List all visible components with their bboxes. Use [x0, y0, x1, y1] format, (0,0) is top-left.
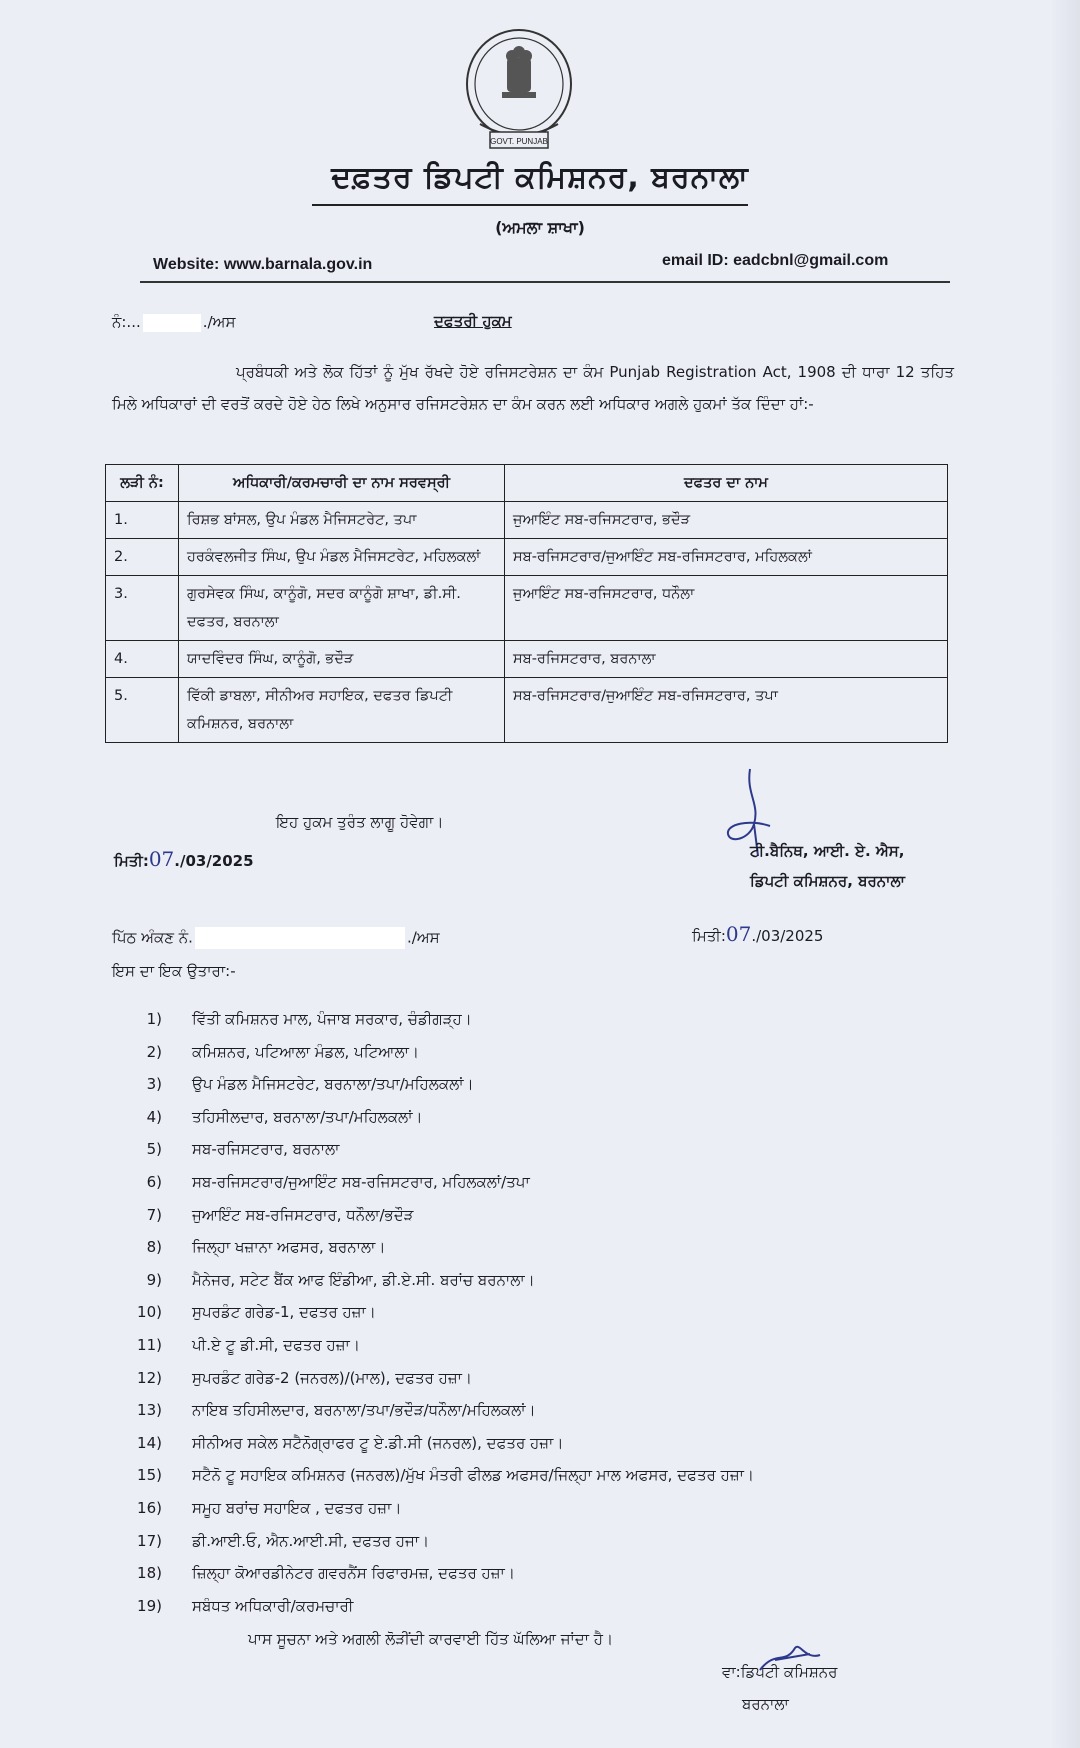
- list-item-number: 15): [137, 1466, 162, 1485]
- row-office: ਸਬ-ਰਜਿਸਟਰਾਰ, ਬਰਨਾਲਾ: [505, 641, 948, 678]
- signatory-designation: ਡਿਪਟੀ ਕਮਿਸ਼ਨਰ, ਬਰਨਾਲਾ: [750, 872, 905, 890]
- table-row: [106, 576, 948, 641]
- list-item: [0, 1499, 1080, 1529]
- list-item-text: ਸਬ-ਰਜਿਸਟਰਾਰ/ਜੁਆਇੰਟ ਸਬ-ਰਜਿਸਟਰਾਰ, ਮਹਿਲਕਲਾਂ/ਤਪਾ: [192, 1173, 530, 1191]
- list-item-number: 2): [146, 1042, 162, 1061]
- website-text: Website: www.barnala.gov.in: [153, 256, 373, 273]
- endorsement-date: [692, 922, 823, 946]
- row-official: ਰਿਸ਼ਭ ਬਾਂਸਲ, ਉਪ ਮੰਡਲ ਮੈਜਿਸਟਰੇਟ, ਤਪਾ: [179, 502, 505, 539]
- list-item-text: ਤਹਿਸੀਲਦਾਰ, ਬਰਨਾਲਾ/ਤਪਾ/ਮਹਿਲਕਲਾਂ।: [192, 1107, 423, 1126]
- row-office: ਸਬ-ਰਜਿਸਟਰਾਰ/ਜੁਆਇੰਟ ਸਬ-ਰਜਿਸਟਰਾਰ, ਤਪਾ: [505, 678, 948, 743]
- email-text: email ID: eadcbnl@gmail.com: [662, 252, 889, 269]
- date-rest: ./03/2025: [751, 927, 824, 945]
- list-item-number: 17): [137, 1531, 162, 1550]
- list-item-text: ਵਿੱਤੀ ਕਮਿਸ਼ਨਰ ਮਾਲ, ਪੰਜਾਬ ਸਰਕਾਰ, ਚੰਡੀਗੜ੍ਹ।: [192, 1010, 472, 1028]
- list-item: [0, 1075, 1080, 1105]
- endorsement-prefix: ਪਿੱਠ ਅੰਕਣ ਨੰ.: [112, 928, 193, 947]
- list-item: [0, 1564, 1080, 1594]
- list-item-number: 5): [146, 1140, 162, 1159]
- date-day-handwritten: 07: [148, 847, 175, 871]
- list-item-number: 14): [137, 1433, 162, 1452]
- list-item: [0, 1206, 1080, 1236]
- list-item-number: 4): [146, 1107, 162, 1126]
- punjab-govt-emblem: [460, 28, 578, 156]
- row-official: ਵਿੱਕੀ ਡਾਬਲਾ, ਸੀਨੀਅਰ ਸਹਾਇਕ, ਦਫਤਰ ਡਿਪਟੀ ਕਮਿਸ਼ਨਰ, ਬਰਨਾਲਾ: [179, 678, 505, 743]
- order-number-prefix: ਨੰ:...: [112, 313, 141, 331]
- list-item: [0, 1434, 1080, 1464]
- list-item: [0, 1043, 1080, 1073]
- list-item-text: ਨਾਇਬ ਤਹਿਸੀਲਦਾਰ, ਬਰਨਾਲਾ/ਤਪਾ/ਭਦੌੜ/ਧਨੌਲਾ/ਮਹਿਲਕਲਾਂ।: [192, 1401, 536, 1420]
- officials-table: [105, 464, 948, 743]
- office-title: ਦਫ਼ਤਰ ਡਿਪਟੀ ਕਮਿਸ਼ਨਰ, ਬਰਨਾਲਾ: [331, 160, 749, 195]
- list-item-text: ਪੀ.ਏ ਟੂ ਡੀ.ਸੀ, ਦਫਤਰ ਹਜ਼ਾ।: [192, 1336, 360, 1354]
- endorsement-number: [112, 927, 440, 949]
- header-divider: [140, 281, 950, 283]
- row-serial: 5.: [106, 678, 179, 743]
- list-item-text: ਸੀਨੀਅਰ ਸਕੇਲ ਸਟੈਨੋਗ੍ਰਾਫਰ ਟੂ ਏ.ਡੀ.ਸੀ (ਜਨਰਲ), ਦਫਤਰ ਹਜ਼ਾ।: [192, 1433, 564, 1452]
- table-row: [106, 502, 948, 539]
- list-item-number: 3): [146, 1075, 162, 1094]
- date-label: ਮਿਤੀ:: [114, 852, 149, 870]
- list-item-number: 11): [137, 1336, 162, 1354]
- list-item-number: 10): [137, 1303, 162, 1322]
- date-day-handwritten: 07: [725, 922, 752, 946]
- date-rest: ./03/2025: [174, 852, 254, 870]
- list-item-text: ਸੁਪਰਡੰਟ ਗਰੇਡ-1, ਦਫਤਰ ਹਜ਼ਾ।: [192, 1303, 376, 1322]
- list-item: [0, 1401, 1080, 1431]
- footer-place: ਬਰਨਾਲਾ: [742, 1695, 789, 1713]
- list-item-text: ਜੁਆਇੰਟ ਸਬ-ਰਜਿਸਟਰਾਰ, ਧਨੌਲਾ/ਭਦੌੜ: [192, 1205, 414, 1224]
- emblem-label: GOVT. PUNJAB: [490, 137, 548, 146]
- list-item-number: 6): [146, 1173, 162, 1191]
- list-item-text: ਸੁਪਰਡੰਟ ਗਰੇਡ-2 (ਜਨਰਲ)/(ਮਾਲ), ਦਫਤਰ ਹਜ਼ਾ।: [192, 1368, 473, 1387]
- table-header-row: [106, 465, 948, 502]
- header-office-name: ਦਫਤਰ ਦਾ ਨਾਮ: [505, 465, 948, 502]
- list-item-text: ਡੀ.ਆਈ.ਓ, ਐਨ.ਆਈ.ਸੀ, ਦਫਤਰ ਹਜਾ।: [192, 1531, 430, 1550]
- list-item: [0, 1532, 1080, 1562]
- row-office: ਸਬ-ਰਜਿਸਟਰਾਰ/ਜੁਆਇੰਟ ਸਬ-ਰਜਿਸਟਰਾਰ, ਮਹਿਲਕਲਾਂ: [505, 539, 948, 576]
- list-item: [0, 1108, 1080, 1138]
- copy-header: ਇਸ ਦਾ ਇਕ ਉਤਾਰਾ:-: [112, 962, 236, 980]
- row-official: ਗੁਰਸੇਵਕ ਸਿੰਘ, ਕਾਨੂੰਗੋ, ਸਦਰ ਕਾਨੂੰਗੋ ਸ਼ਾਖਾ, ਡੀ.ਸੀ. ਦਫਤਰ, ਬਰਨਾਲਾ: [179, 576, 505, 641]
- title-underline: [312, 204, 748, 206]
- row-official: ਹਰਕੰਵਲਜੀਤ ਸਿੰਘ, ਉਪ ਮੰਡਲ ਮੈਜਿਸਟਰੇਟ, ਮਹਿਲਕਲਾਂ: [179, 539, 505, 576]
- list-item: [0, 1597, 1080, 1627]
- list-item: [0, 1173, 1080, 1203]
- list-item-number: 12): [137, 1368, 162, 1387]
- order-number-suffix: ./ਅਸ: [202, 313, 236, 331]
- list-item-text: ਸਬ-ਰਜਿਸਟਰਾਰ, ਬਰਨਾਲਾ: [192, 1140, 340, 1159]
- list-item-number: 16): [137, 1499, 162, 1517]
- header-official-name: ਅਧਿਕਾਰੀ/ਕਰਮਚਾਰੀ ਦਾ ਨਾਮ ਸਰਵਸ੍ਰੀ: [179, 465, 505, 502]
- order-heading: ਦਫਤਰੀ ਹੁਕਮ: [434, 312, 512, 330]
- list-item-text: ਸਬੰਧਤ ਅਧਿਕਾਰੀ/ਕਰਮਚਾਰੀ: [192, 1596, 354, 1615]
- branch-subtitle: (ਅਮਲਾ ਸ਼ਾਖਾ): [495, 218, 585, 237]
- list-item: [0, 1140, 1080, 1170]
- list-item-number: 8): [146, 1238, 162, 1257]
- list-item: [0, 1369, 1080, 1399]
- row-serial: 1.: [106, 502, 179, 539]
- list-item: [0, 1336, 1080, 1366]
- list-item-number: 9): [146, 1270, 162, 1289]
- list-item-text: ਉਪ ਮੰਡਲ ਮੈਜਿਸਟਰੇਟ, ਬਰਨਾਲਾ/ਤਪਾ/ਮਹਿਲਕਲਾਂ।: [192, 1075, 474, 1094]
- table-row: [106, 641, 948, 678]
- table-row: [106, 678, 948, 743]
- list-item: [0, 1271, 1080, 1301]
- effect-line: ਇਹ ਹੁਕਮ ਤੁਰੰਤ ਲਾਗੂ ਹੋਵੇਗਾ।: [276, 813, 444, 831]
- table-row: [106, 539, 948, 576]
- list-item-number: 18): [137, 1564, 162, 1583]
- endorsement-suffix: ./ਅਸ: [406, 928, 440, 947]
- footer-designation: ਵਾ:ਡਿਪਟੀ ਕਮਿਸ਼ਨਰ: [722, 1663, 838, 1681]
- list-item-number: 7): [146, 1205, 162, 1224]
- list-item-text: ਸਟੈਨੋ ਟੂ ਸਹਾਇਕ ਕਮਿਸ਼ਨਰ (ਜਨਰਲ)/ਮੁੱਖ ਮੰਤਰੀ ਫੀਲਡ ਅਫਸਰ/ਜਿਲ੍ਹਾ ਮਾਲ ਅਫਸਰ, ਦਫਤਰ ਹਜ਼ਾ।: [192, 1466, 755, 1485]
- list-item-text: ਕਮਿਸ਼ਨਰ, ਪਟਿਆਲਾ ਮੰਡਲ, ਪਟਿਆਲਾ।: [192, 1042, 420, 1061]
- list-item-text: ਸਮੂਹ ਬਰਾਂਚ ਸਹਾਇਕ , ਦਫਤਰ ਹਜ਼ਾ।: [192, 1499, 402, 1517]
- redaction-box: [143, 314, 201, 332]
- order-number: [112, 313, 235, 332]
- closing-line: ਪਾਸ ਸੂਚਨਾ ਅਤੇ ਅਗਲੀ ਲੋੜੀਂਦੀ ਕਾਰਵਾਈ ਹਿੱਤ ਘੱਲਿਆ ਜਾਂਦਾ ਹੈ।: [248, 1630, 614, 1648]
- list-item: [0, 1303, 1080, 1333]
- row-office: ਜੁਆਇੰਟ ਸਬ-ਰਜਿਸਟਰਾਰ, ਧਨੌਲਾ: [505, 576, 948, 641]
- row-office: ਜੁਆਇੰਟ ਸਬ-ਰਜਿਸਟਰਾਰ, ਭਦੌੜ: [505, 502, 948, 539]
- list-item: [0, 1466, 1080, 1496]
- list-item: [0, 1010, 1080, 1040]
- list-item-number: 19): [137, 1596, 162, 1615]
- row-serial: 4.: [106, 641, 179, 678]
- list-item-number: 1): [146, 1010, 162, 1028]
- order-paragraph: ਪ੍ਰਬੰਧਕੀ ਅਤੇ ਲੋਕ ਹਿੱਤਾਂ ਨੂੰ ਮੁੱਖ ਰੱਖਦੇ ਹੋਏ ਰਜਿਸਟਰੇਸ਼ਨ ਦਾ ਕੰਮ Punjab Registration Act, 1908 ਦੀ ਧਾਰਾ 12 ਤਹਿਤ ਮਿਲੇ ਅਧਿਕਾਰਾਂ ਦੀ ਵਰਤੋਂ ਕਰਦੇ ਹੋਏ ਹੇਠ ਲਿਖੇ ਅਨੁਸਾਰ ਰਜਿਸਟਰੇਸ਼ਨ ਦਾ ਕੰਮ ਕਰਨ ਲਈ ਅਧਿਕਾਰ ਅਗਲੇ ਹੁਕਮਾਂ ਤੱਕ ਦਿੰਦਾ ਹਾਂ:-: [112, 363, 954, 413]
- row-official: ਯਾਦਵਿੰਦਰ ਸਿੰਘ, ਕਾਨੂੰਗੋ, ਭਦੌੜ: [179, 641, 505, 678]
- list-item-text: ਜਿਲ੍ਹਾ ਖਜ਼ਾਨਾ ਅਫਸਰ, ਬਰਨਾਲਾ।: [192, 1238, 386, 1257]
- date-label: ਮਿਤੀ:: [692, 927, 726, 945]
- row-serial: 3.: [106, 576, 179, 641]
- header-serial: ਲੜੀ ਨੰ:: [106, 465, 179, 502]
- list-item-number: 13): [137, 1401, 162, 1420]
- redaction-box: [195, 927, 405, 949]
- order-date: [114, 847, 254, 871]
- signatory-name: ਟੀ.ਬੈਨਿਥ, ਆਈ. ਏ. ਐਸ,: [750, 842, 905, 860]
- list-item: [0, 1238, 1080, 1268]
- list-item-text: ਜ਼ਿਲ੍ਹਾ ਕੋਆਰਡੀਨੇਟਰ ਗਵਰਨੈਂਸ ਰਿਫਾਰਮਜ਼, ਦਫਤਰ ਹਜ਼ਾ।: [192, 1564, 515, 1583]
- row-serial: 2.: [106, 539, 179, 576]
- list-item-text: ਮੈਨੇਜਰ, ਸਟੇਟ ਬੈਂਕ ਆਫ ਇੰਡੀਆ, ਡੀ.ਏ.ਸੀ. ਬਰਾਂਚ ਬਰਨਾਲਾ।: [192, 1270, 535, 1289]
